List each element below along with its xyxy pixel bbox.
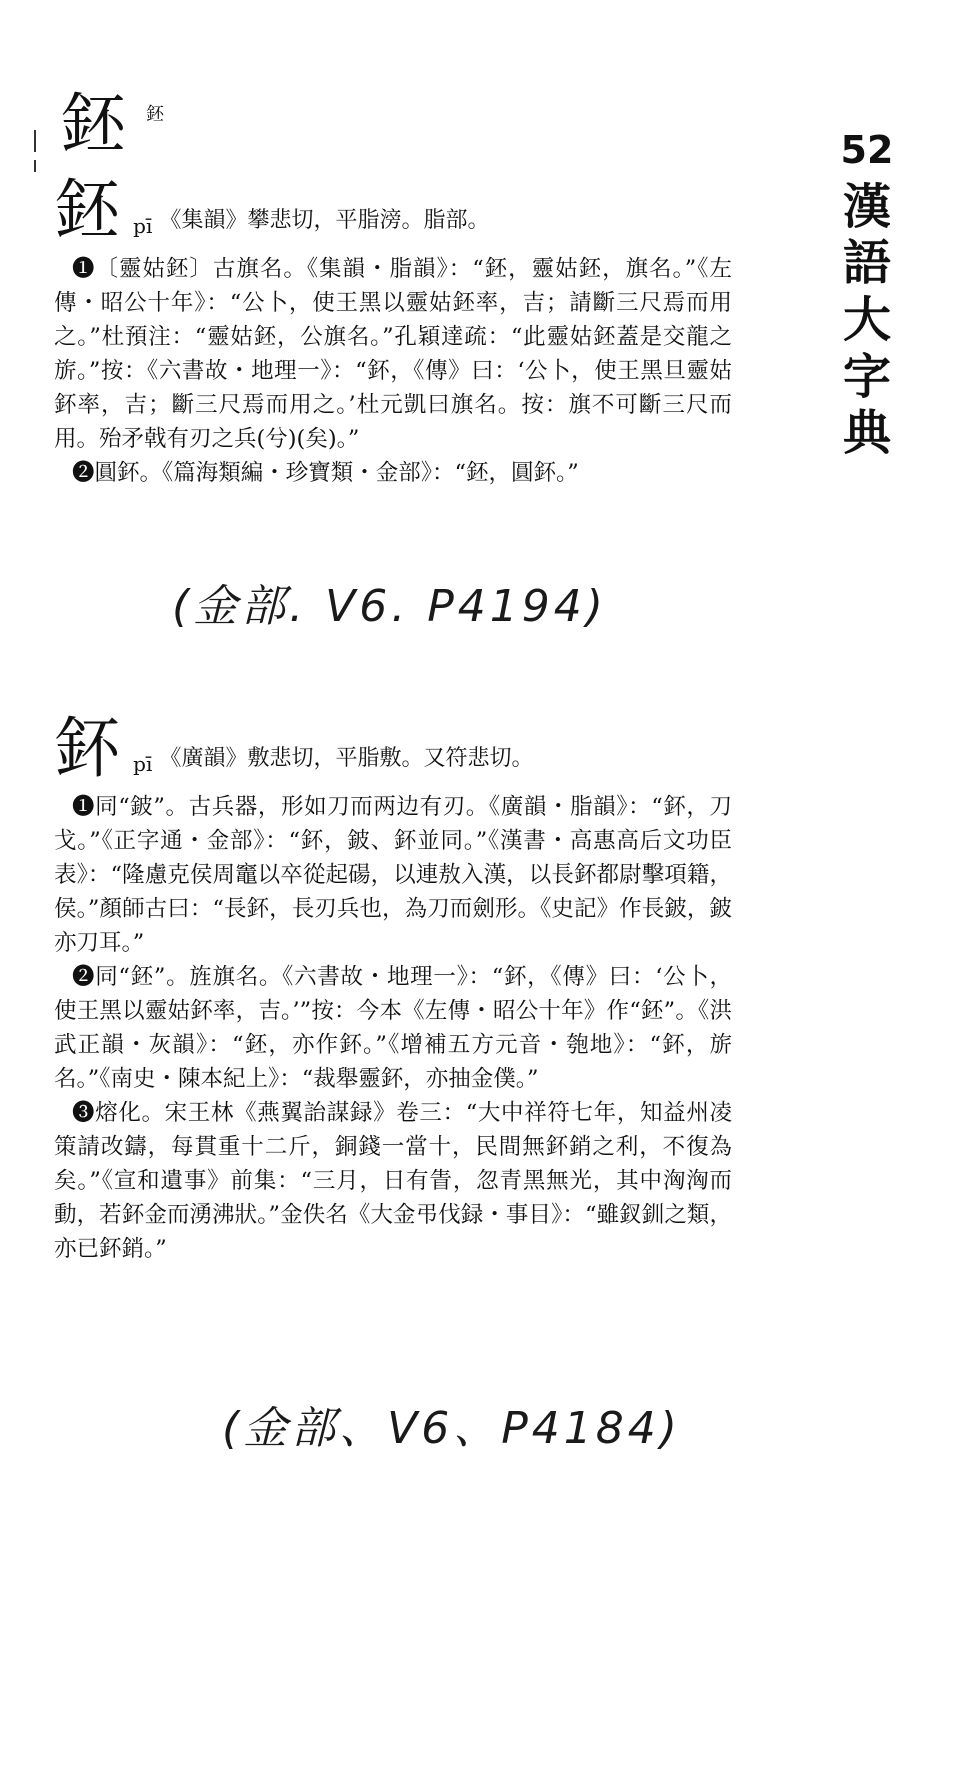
headword-line [54,710,732,787]
headword-line [54,172,732,249]
sense: ❷圓鈈。《篇海類編・珍寶類・金部》：“鉟，圓鈈。” [72,460,579,486]
side-title-char: 典 [842,405,891,462]
page-number: 52 [840,128,894,172]
dictionary-entry [54,172,732,490]
sense: ❶同“鈹”。古兵器，形如刀而两边有刃。《廣韻・脂韻》：“鈈，刀戈。”《正字通・金部》：“鈈，鈹、鈈並同。”《漢書・高惠高后文功臣表》：“隆慮克侯周竈以卒從起碭，以連敖入漢，以長鈈都尉擊項籍，侯。”顏師古曰：“長鈈，長刃兵也，為刀而劍形。《史記》作長鈹，鈹亦刀耳。” [54,794,732,956]
handwritten-note: (金部. V6. P4194) [172,581,607,632]
sense: ❷同“鉟”。旌旗名。《六書故・地理一》：“鈈，《傳》曰：‘公卜，使王黑以靈姑鈈率，吉。’”按：今本《左傳・昭公十年》作“鉟”。《洪武正韻・灰韻》：“鉟，亦作鈈。”《增補五方元音・匏地》：“鈈，旂名。”《南史・陳本紀上》：“裁舉靈鈈，亦抽金僕。” [54,964,732,1092]
side-title-char: 大 [842,292,891,349]
sense: ❶〔靈姑鉟〕古旗名。《集韻・脂韻》：“鉟，靈姑鉟，旗名。”《左傳・昭公十年》：“公卜，使王黑以靈姑鉟率，吉；請斷三尺焉而用之。”杜預注：“靈姑鉟，公旗名。”孔穎達疏：“此靈姑鉟蓋是交龍之旂。”按：《六書故・地理一》：“鈈，《傳》曰：‘公卜，使王黑旦靈姑鈈率，吉；斷三尺焉而用之。’杜元凱曰旗名。按：旗不可斷三尺而用。殆矛戟有刃之兵(兮)(矣)。” [54,256,732,452]
side-title-char: 字 [842,348,891,405]
dictionary-entry [54,710,732,1266]
margin-mark [34,160,36,172]
margin-mark [34,130,36,152]
headword: 鉟 [54,172,120,249]
side-title-char: 漢 [842,178,891,235]
top-heading-char: 鉟 [60,86,126,163]
sense: ❸熔化。宋王林《燕翼詒謀録》卷三：“大中祥符七年，知益州凌策請改鑄，每貫重十二斤，銅錢一當十，民間無鈈銷之利，不復為矣。”《宣和遺事》前集：“三月，日有眚，忽青黑無光，其中洶洶而動，若鈈金而湧沸狀。”金佚名《大金弔伐録・事目》：“雖釵釧之類，亦已鈈銷。” [54,1100,732,1262]
handwritten-note: (金部、V6、P4184) [222,1403,681,1454]
side-title-char: 語 [842,235,891,292]
phonetic-source: 《集韻》攀悲切，平脂滂。脂部。 [159,208,490,233]
headword: 鈈 [54,710,120,787]
pronunciation: pī [133,214,153,238]
dictionary-side-title [832,128,902,462]
top-heading-variant: 鉟 [146,104,164,125]
pronunciation: pī [133,752,153,776]
phonetic-source: 《廣韻》敷悲切，平脂敷。又符悲切。 [159,746,534,771]
